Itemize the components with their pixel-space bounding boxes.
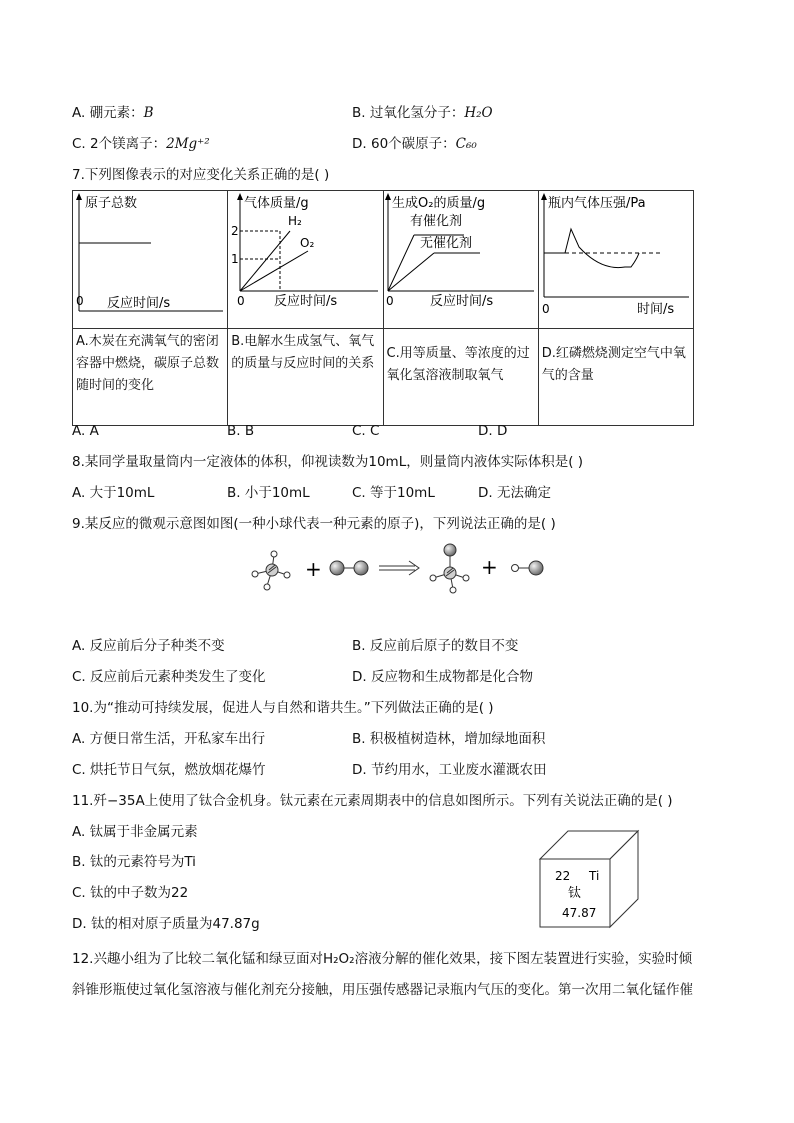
q12-line-1: 12.兴趣小组为了比较二氧化锰和绿豆面对H₂O₂溶液分解的催化效果，接下图左装置进行实验，实验时倾 [72, 951, 693, 967]
graph-a-cell [73, 191, 228, 329]
q8-option-a[interactable]: A. 大于10mL [72, 485, 155, 501]
graph-b [228, 191, 383, 324]
q6-option-d[interactable]: D. 60个碳原子：C₆₀ [352, 136, 477, 152]
graph-b-origin: 0 [237, 294, 245, 308]
q11-stem: 11.歼−35A上使用了钛合金机身。钛元素在元素周期表中的信息如图所示。下列有关说法正确的是( ) [72, 793, 673, 809]
graph-d [539, 191, 694, 324]
graph-c-xlabel: 反应时间/s [429, 294, 493, 309]
q7-option-a[interactable]: A. A [72, 423, 99, 439]
element-symbol: Ti [589, 869, 600, 883]
reaction-diagram [245, 542, 555, 602]
q9-option-d[interactable]: D. 反应物和生成物都是化合物 [352, 669, 533, 685]
graph-a-origin: 0 [76, 294, 84, 308]
q8-stem: 8.某同学量取量筒内一定液体的体积，仰视读数为10mL，则量筒内液体实际体积是( ) [72, 454, 584, 470]
q8-option-c[interactable]: C. 等于10mL [352, 485, 435, 501]
q10-option-a[interactable]: A. 方便日常生活，开私家车出行 [72, 731, 266, 747]
caption-a: A.木炭在充满氧气的密闭容器中燃烧，碳原子总数随时间的变化 [73, 329, 228, 426]
element-number: 22 [555, 869, 571, 883]
graph-c-origin: 0 [385, 294, 394, 308]
q7-stem: 7.下列图像表示的对应变化关系正确的是( ) [72, 167, 330, 183]
periodic-element-card [538, 829, 640, 929]
q9-option-c[interactable]: C. 反应前后元素种类发生了变化 [72, 669, 266, 685]
reactant-molecule-2 [330, 561, 368, 575]
reaction-arrow [379, 561, 419, 575]
graph-d-ylabel: 瓶内气体压强/Pa [547, 196, 646, 211]
graph-d-cell [538, 191, 693, 329]
graph-b-o2-label: O₂ [300, 236, 315, 250]
q9-stem: 9.某反应的微观示意图如图(一种小球代表一种元素的原子)，下列说法正确的是( ) [72, 516, 556, 532]
product-molecule-2 [512, 561, 544, 575]
graph-b-cell [228, 191, 383, 329]
graph-c-cell [383, 191, 538, 329]
graph-b-tick-2: 2 [231, 224, 239, 238]
q9-option-b[interactable]: B. 反应前后原子的数目不变 [352, 638, 519, 654]
q10-stem: 10.为“推动可持续发展，促进人与自然和谐共生。”下列做法正确的是( ) [72, 700, 494, 716]
q7-option-d[interactable]: D. D [478, 423, 508, 439]
graph-c-no-catalyst-label: 无催化剂 [419, 236, 472, 251]
graph-b-h2-label: H₂ [288, 214, 303, 228]
graph-d-origin: 0 [541, 302, 550, 316]
q6-option-b[interactable]: B. 过氧化氢分子：H₂O [352, 105, 493, 121]
graph-c-ylabel: 生成O₂的质量/g [391, 196, 485, 211]
q11-option-d[interactable]: D. 钛的相对原子质量为47.87g [72, 916, 260, 932]
graph-b-xlabel: 反应时间/s [274, 294, 338, 309]
q8-option-d[interactable]: D. 无法确定 [478, 485, 551, 501]
q7-option-b[interactable]: B. B [227, 423, 255, 439]
reactant-molecule-1 [252, 551, 290, 590]
caption-d: D.红磷燃烧测定空气中氧气的含量 [538, 329, 693, 426]
q7-graph-table [72, 190, 694, 426]
q11-option-b[interactable]: B. 钛的元素符号为Ti [72, 854, 196, 870]
q7-option-c[interactable]: C. C [352, 423, 380, 439]
q10-option-d[interactable]: D. 节约用水，工业废水灌溉农田 [352, 762, 547, 778]
q11-option-c[interactable]: C. 钛的中子数为22 [72, 885, 189, 901]
graph-a-ylabel: 原子总数 [85, 196, 138, 211]
element-name: 钛 [568, 886, 582, 901]
plus-sign-1: + [305, 557, 322, 581]
q10-option-c[interactable]: C. 烘托节日气氛，燃放烟花爆竹 [72, 762, 266, 778]
graph-c-catalyst-label: 有催化剂 [409, 214, 462, 229]
product-molecule-1 [430, 544, 469, 593]
caption-b: B.电解水生成氢气、氧气的质量与反应时间的关系 [228, 329, 383, 426]
element-mass: 47.87 [562, 906, 597, 920]
q10-option-b[interactable]: B. 积极植树造林，增加绿地面积 [352, 731, 546, 747]
graph-a-xlabel: 反应时间/s [107, 296, 171, 311]
graph-d-xlabel: 时间/s [636, 302, 674, 317]
q9-option-a[interactable]: A. 反应前后分子种类不变 [72, 638, 225, 654]
graph-b-ylabel: 气体质量/g [244, 196, 309, 211]
q6-option-c[interactable]: C. 2个镁离子：2Mg⁺² [72, 136, 210, 152]
q11-option-a[interactable]: A. 钛属于非金属元素 [72, 824, 198, 840]
graph-b-tick-1: 1 [231, 252, 239, 266]
q8-option-b[interactable]: B. 小于10mL [227, 485, 310, 501]
graph-a [73, 191, 228, 324]
caption-c: C.用等质量、等浓度的过氧化氢溶液制取氧气 [383, 329, 538, 426]
q6-option-a[interactable]: A. 硼元素：B [72, 105, 154, 121]
plus-sign-2: + [481, 555, 498, 579]
graph-c [384, 191, 539, 324]
q12-line-2: 斜锥形瓶使过氧化氢溶液与催化剂充分接触，用压强传感器记录瓶内气压的变化。第一次用二氧化锰作催 [72, 982, 693, 998]
